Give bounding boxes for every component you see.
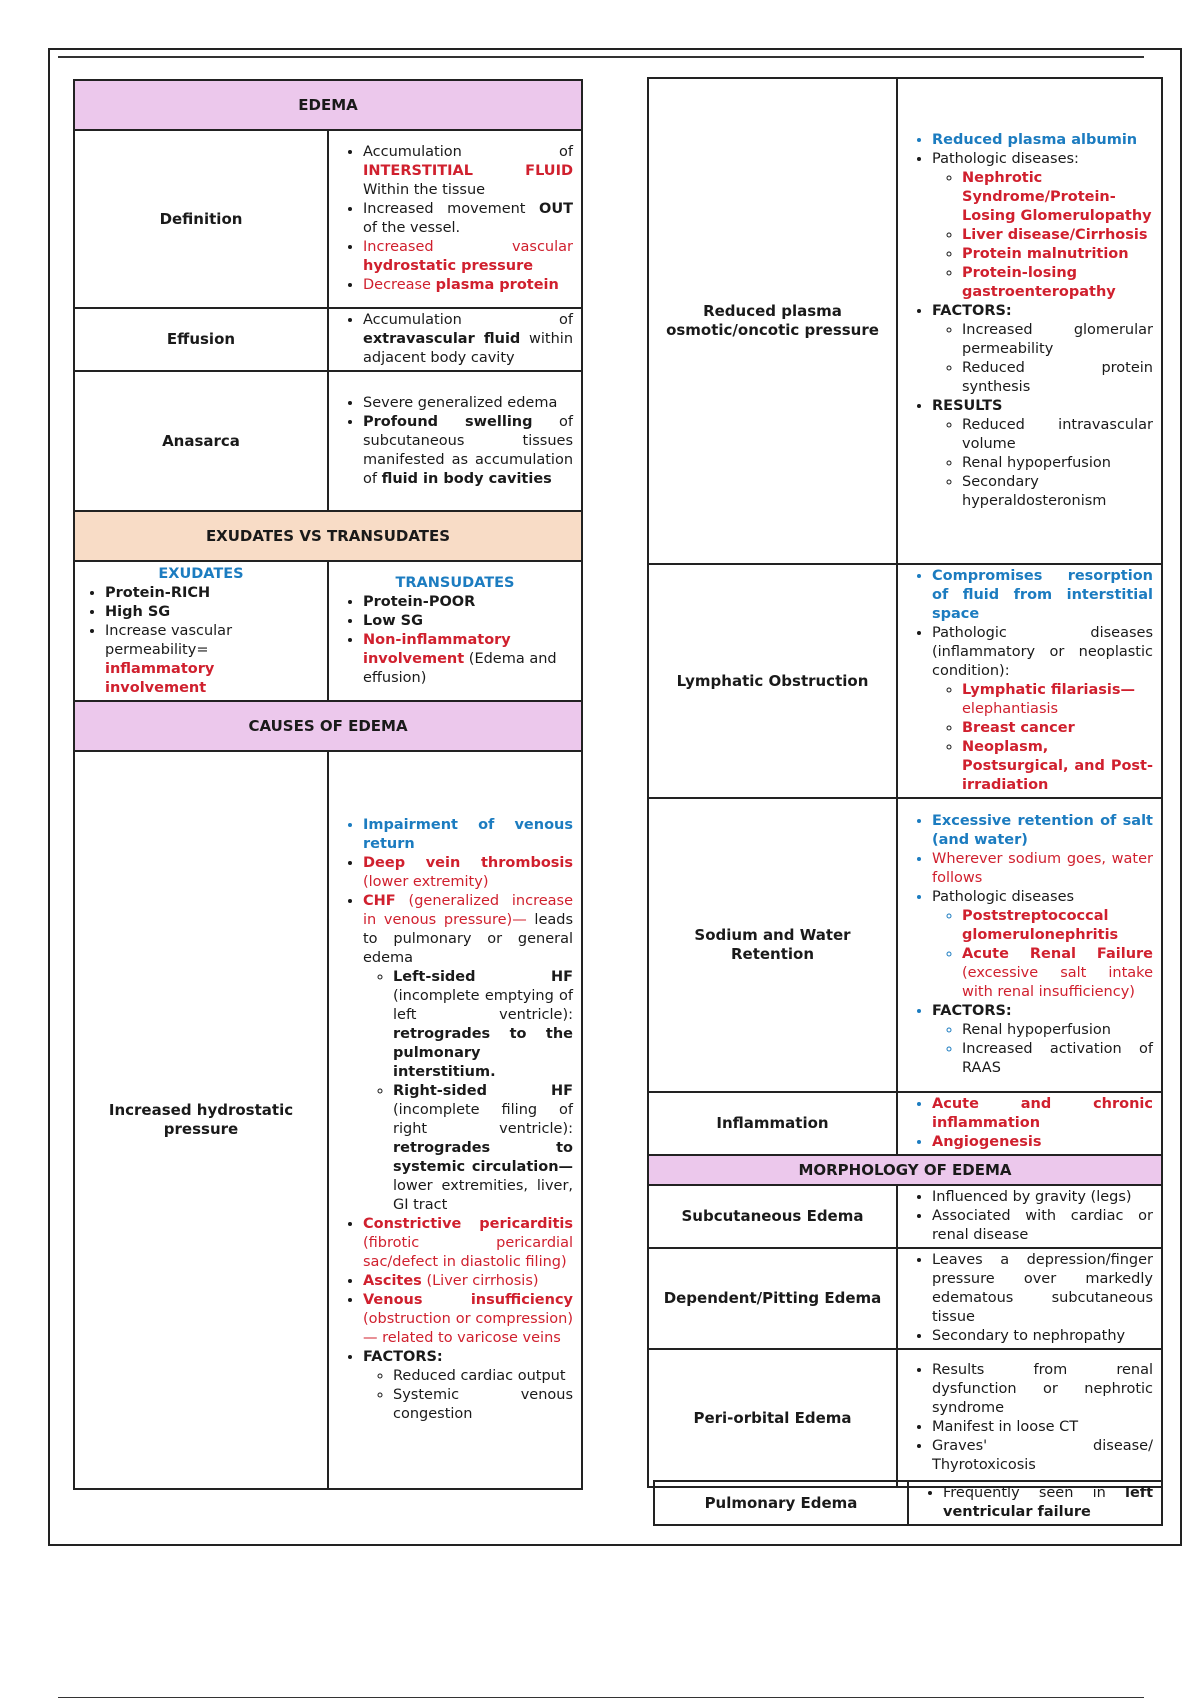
exudates-cell	[74, 561, 328, 701]
list-item: • Protein-POOR	[363, 593, 573, 612]
periorbital-label: Peri-orbital Edema	[648, 1349, 897, 1487]
list-item: • Manifest in loose CT	[932, 1418, 1153, 1437]
periorbital-content	[897, 1349, 1162, 1487]
list-item	[932, 681, 1153, 795]
causes-header: CAUSES OF EDEMA	[74, 701, 582, 751]
list-item: ◦ Neoplasm, Postsurgical, and Post-irradiation	[962, 738, 1153, 795]
list-item: • Pathologic diseases: ◦ Nephrotic Syndrome/Protein-Losing Glomerulopathy ◦ Liver disease/Cirrhosis ◦ Protein malnutrition ◦ Protein-losing gastroenteropathy	[932, 150, 1153, 302]
list-item: ◦ Protein malnutrition	[962, 245, 1153, 264]
list-item: ◦ Right-sided HF (incomplete filing of right ventricle): retrogrades to systemic circulation— lower extremities, liver, GI tract	[393, 1082, 573, 1215]
list-item: • Angiogenesis	[932, 1133, 1153, 1152]
sodium-label: Sodium and Water Retention	[648, 798, 897, 1092]
inflammation-row	[648, 1092, 1162, 1155]
definition-row	[74, 130, 582, 308]
list-item: ◦ Renal hypoperfusion	[962, 1021, 1153, 1040]
lymphatic-content	[897, 564, 1162, 798]
list-item: • FACTORS: ◦ Increased glomerular permeability ◦ Reduced protein synthesis	[932, 302, 1153, 397]
list-item: ◦ Nephrotic Syndrome/Protein-Losing Glomerulopathy	[962, 169, 1153, 226]
right-table	[647, 77, 1163, 1488]
list-item: • Protein-RICH	[105, 584, 319, 603]
list-item: ◦ Left-sided HF (incomplete emptying of left ventricle): retrogrades to the pulmonary interstitium.	[393, 968, 573, 1082]
bottom-rule	[58, 1697, 1144, 1698]
list-item: • Acute and chronic inflammation	[932, 1095, 1153, 1133]
list-item: • Results from renal dysfunction or nephrotic syndrome	[932, 1361, 1153, 1418]
pitting-label: Dependent/Pitting Edema	[648, 1248, 897, 1349]
list-item: • Severe generalized edema	[363, 394, 573, 413]
list-item: ◦ Systemic venous congestion	[393, 1386, 573, 1424]
subcutaneous-content	[897, 1185, 1162, 1248]
effusion-content	[328, 308, 582, 371]
definition-label: Definition	[74, 130, 328, 308]
pulmonary-row	[654, 1481, 1162, 1525]
list-item: ◦ Reduced protein synthesis	[962, 359, 1153, 397]
oncotic-row	[648, 78, 1162, 564]
list-item: • Ascites (Liver cirrhosis)	[363, 1272, 573, 1291]
list-item: • Increased movement OUT of the vessel.	[363, 200, 573, 238]
list-item: • Deep vein thrombosis (lower extremity)	[363, 854, 573, 892]
list-item: ◦ Reduced intravascular volume	[962, 416, 1153, 454]
hydrostatic-label: Increased hydrostatic pressure	[74, 751, 328, 1489]
subcutaneous-row	[648, 1185, 1162, 1248]
list-item: • Increased vascular hydrostatic pressure	[363, 238, 573, 276]
exudates-title: EXUDATES	[158, 565, 244, 582]
pitting-row	[648, 1248, 1162, 1349]
sodium-content	[897, 798, 1162, 1092]
list-item: • Graves' disease/ Thyrotoxicosis	[932, 1437, 1153, 1475]
list-item: ◦ Secondary hyperaldosteronism	[962, 473, 1153, 511]
pulmonary-label: Pulmonary Edema	[654, 1481, 908, 1525]
lymphatic-row	[648, 564, 1162, 798]
anasarca-label: Anasarca	[74, 371, 328, 511]
list-item: • FACTORS: ◦ Renal hypoperfusion ◦ Increased activation of RAAS	[932, 1002, 1153, 1078]
list-item: ◦ Protein-losing gastroenteropathy	[962, 264, 1153, 302]
subcutaneous-label: Subcutaneous Edema	[648, 1185, 897, 1248]
list-item: • Impairment of venous return	[363, 816, 573, 854]
list-item: ◦ Breast cancer	[962, 719, 1153, 738]
edema-header: EDEMA	[74, 80, 582, 130]
lymphatic-label: Lymphatic Obstruction	[648, 564, 897, 798]
list-item: • Frequently seen in left ventricular failure	[943, 1484, 1153, 1522]
transudates-cell	[328, 561, 582, 701]
list-item: • Influenced by gravity (legs)	[932, 1188, 1153, 1207]
list-item: • Accumulation of extravascular fluid within adjacent body cavity	[363, 311, 573, 368]
inflammation-content	[897, 1092, 1162, 1155]
pulmonary-table	[653, 1480, 1163, 1526]
definition-content	[328, 130, 582, 308]
list-item: • Constrictive pericarditis (fibrotic pericardial sac/defect in diastolic filing)	[363, 1215, 573, 1272]
list-item: ◦ Liver disease/Cirrhosis	[962, 226, 1153, 245]
list-item: • Pathologic diseases ◦ Poststreptococcal glomerulonephritis ◦ Acute Renal Failure (excessive salt intake with renal insufficiency)	[932, 888, 1153, 1002]
exudates-transudates-row	[74, 561, 582, 701]
effusion-label: Effusion	[74, 308, 328, 371]
inflammation-label: Inflammation	[648, 1092, 897, 1155]
list-item: ◦ Increased glomerular permeability	[962, 321, 1153, 359]
left-table	[73, 79, 583, 1490]
transudates-title: TRANSUDATES	[395, 575, 515, 591]
list-item: • RESULTS ◦ Reduced intravascular volume ◦ Renal hypoperfusion ◦ Secondary hyperaldosteronism	[932, 397, 1153, 511]
list-item: • Reduced plasma albumin	[932, 131, 1153, 150]
list-item: • Excessive retention of salt (and water)	[932, 812, 1153, 850]
list-item: • Associated with cardiac or renal disease	[932, 1207, 1153, 1245]
periorbital-row	[648, 1349, 1162, 1487]
sodium-row	[648, 798, 1162, 1092]
list-item: • Profound swelling of subcutaneous tissues manifested as accumulation of fluid in body cavities	[363, 413, 573, 489]
list-item: ◦ Reduced cardiac output	[393, 1367, 573, 1386]
pitting-content	[897, 1248, 1162, 1349]
morphology-header: MORPHOLOGY OF EDEMA	[648, 1155, 1162, 1185]
oncotic-label: Reduced plasma osmotic/oncotic pressure	[648, 78, 897, 564]
list-item: • CHF (generalized increase in venous pressure)— leads to pulmonary or general edema ◦ Left-sided HF (incomplete emptying of left ventricle): retrogrades to the pulmonary interstitium. ◦ Right-sided HF (incomplete filing of right ventricle): retrogrades to systemic circulation— lower extremities, liver, GI tract	[363, 892, 573, 1215]
list-item: • Compromises resorption of fluid from interstitial space	[932, 567, 1153, 624]
list-item: • Secondary to nephropathy	[932, 1327, 1153, 1346]
hydrostatic-row	[74, 751, 582, 1489]
list-item: • Increase vascular permeability= inflammatory involvement	[105, 622, 319, 698]
anasarca-content	[328, 371, 582, 511]
hydrostatic-content	[328, 751, 582, 1489]
anasarca-row	[74, 371, 582, 511]
list-item: ◦ Acute Renal Failure (excessive salt intake with renal insufficiency)	[962, 945, 1153, 1002]
oncotic-content	[897, 78, 1162, 564]
list-item: • Venous insufficiency (obstruction or compression)— related to varicose veins	[363, 1291, 573, 1348]
list-item: • Non-inflammatory involvement (Edema and effusion)	[363, 631, 573, 688]
list-item: • Wherever sodium goes, water follows	[932, 850, 1153, 888]
list-item: • Pathologic diseases (inflammatory or neoplastic condition):	[932, 624, 1153, 681]
pulmonary-content	[908, 1481, 1162, 1525]
list-item: ◦ Increased activation of RAAS	[962, 1040, 1153, 1078]
list-item: • High SG	[105, 603, 319, 622]
list-item: ◦ Poststreptococcal glomerulonephritis	[962, 907, 1153, 945]
list-item: • Decrease plasma protein	[363, 276, 573, 295]
list-item: • Low SG	[363, 612, 573, 631]
list-item: • FACTORS: ◦ Reduced cardiac output ◦ Systemic venous congestion	[363, 1348, 573, 1424]
list-item: • Leaves a depression/finger pressure over markedly edematous subcutaneous tissue	[932, 1251, 1153, 1327]
list-item: ◦ Lymphatic filariasis— elephantiasis	[962, 681, 1153, 719]
effusion-row	[74, 308, 582, 371]
list-item: ◦ Renal hypoperfusion	[962, 454, 1153, 473]
exudates-vs-transudates-header: EXUDATES VS TRANSUDATES	[74, 511, 582, 561]
top-rule	[58, 56, 1144, 58]
list-item: • Accumulation of INTERSTITIAL FLUID Within the tissue	[363, 143, 573, 200]
